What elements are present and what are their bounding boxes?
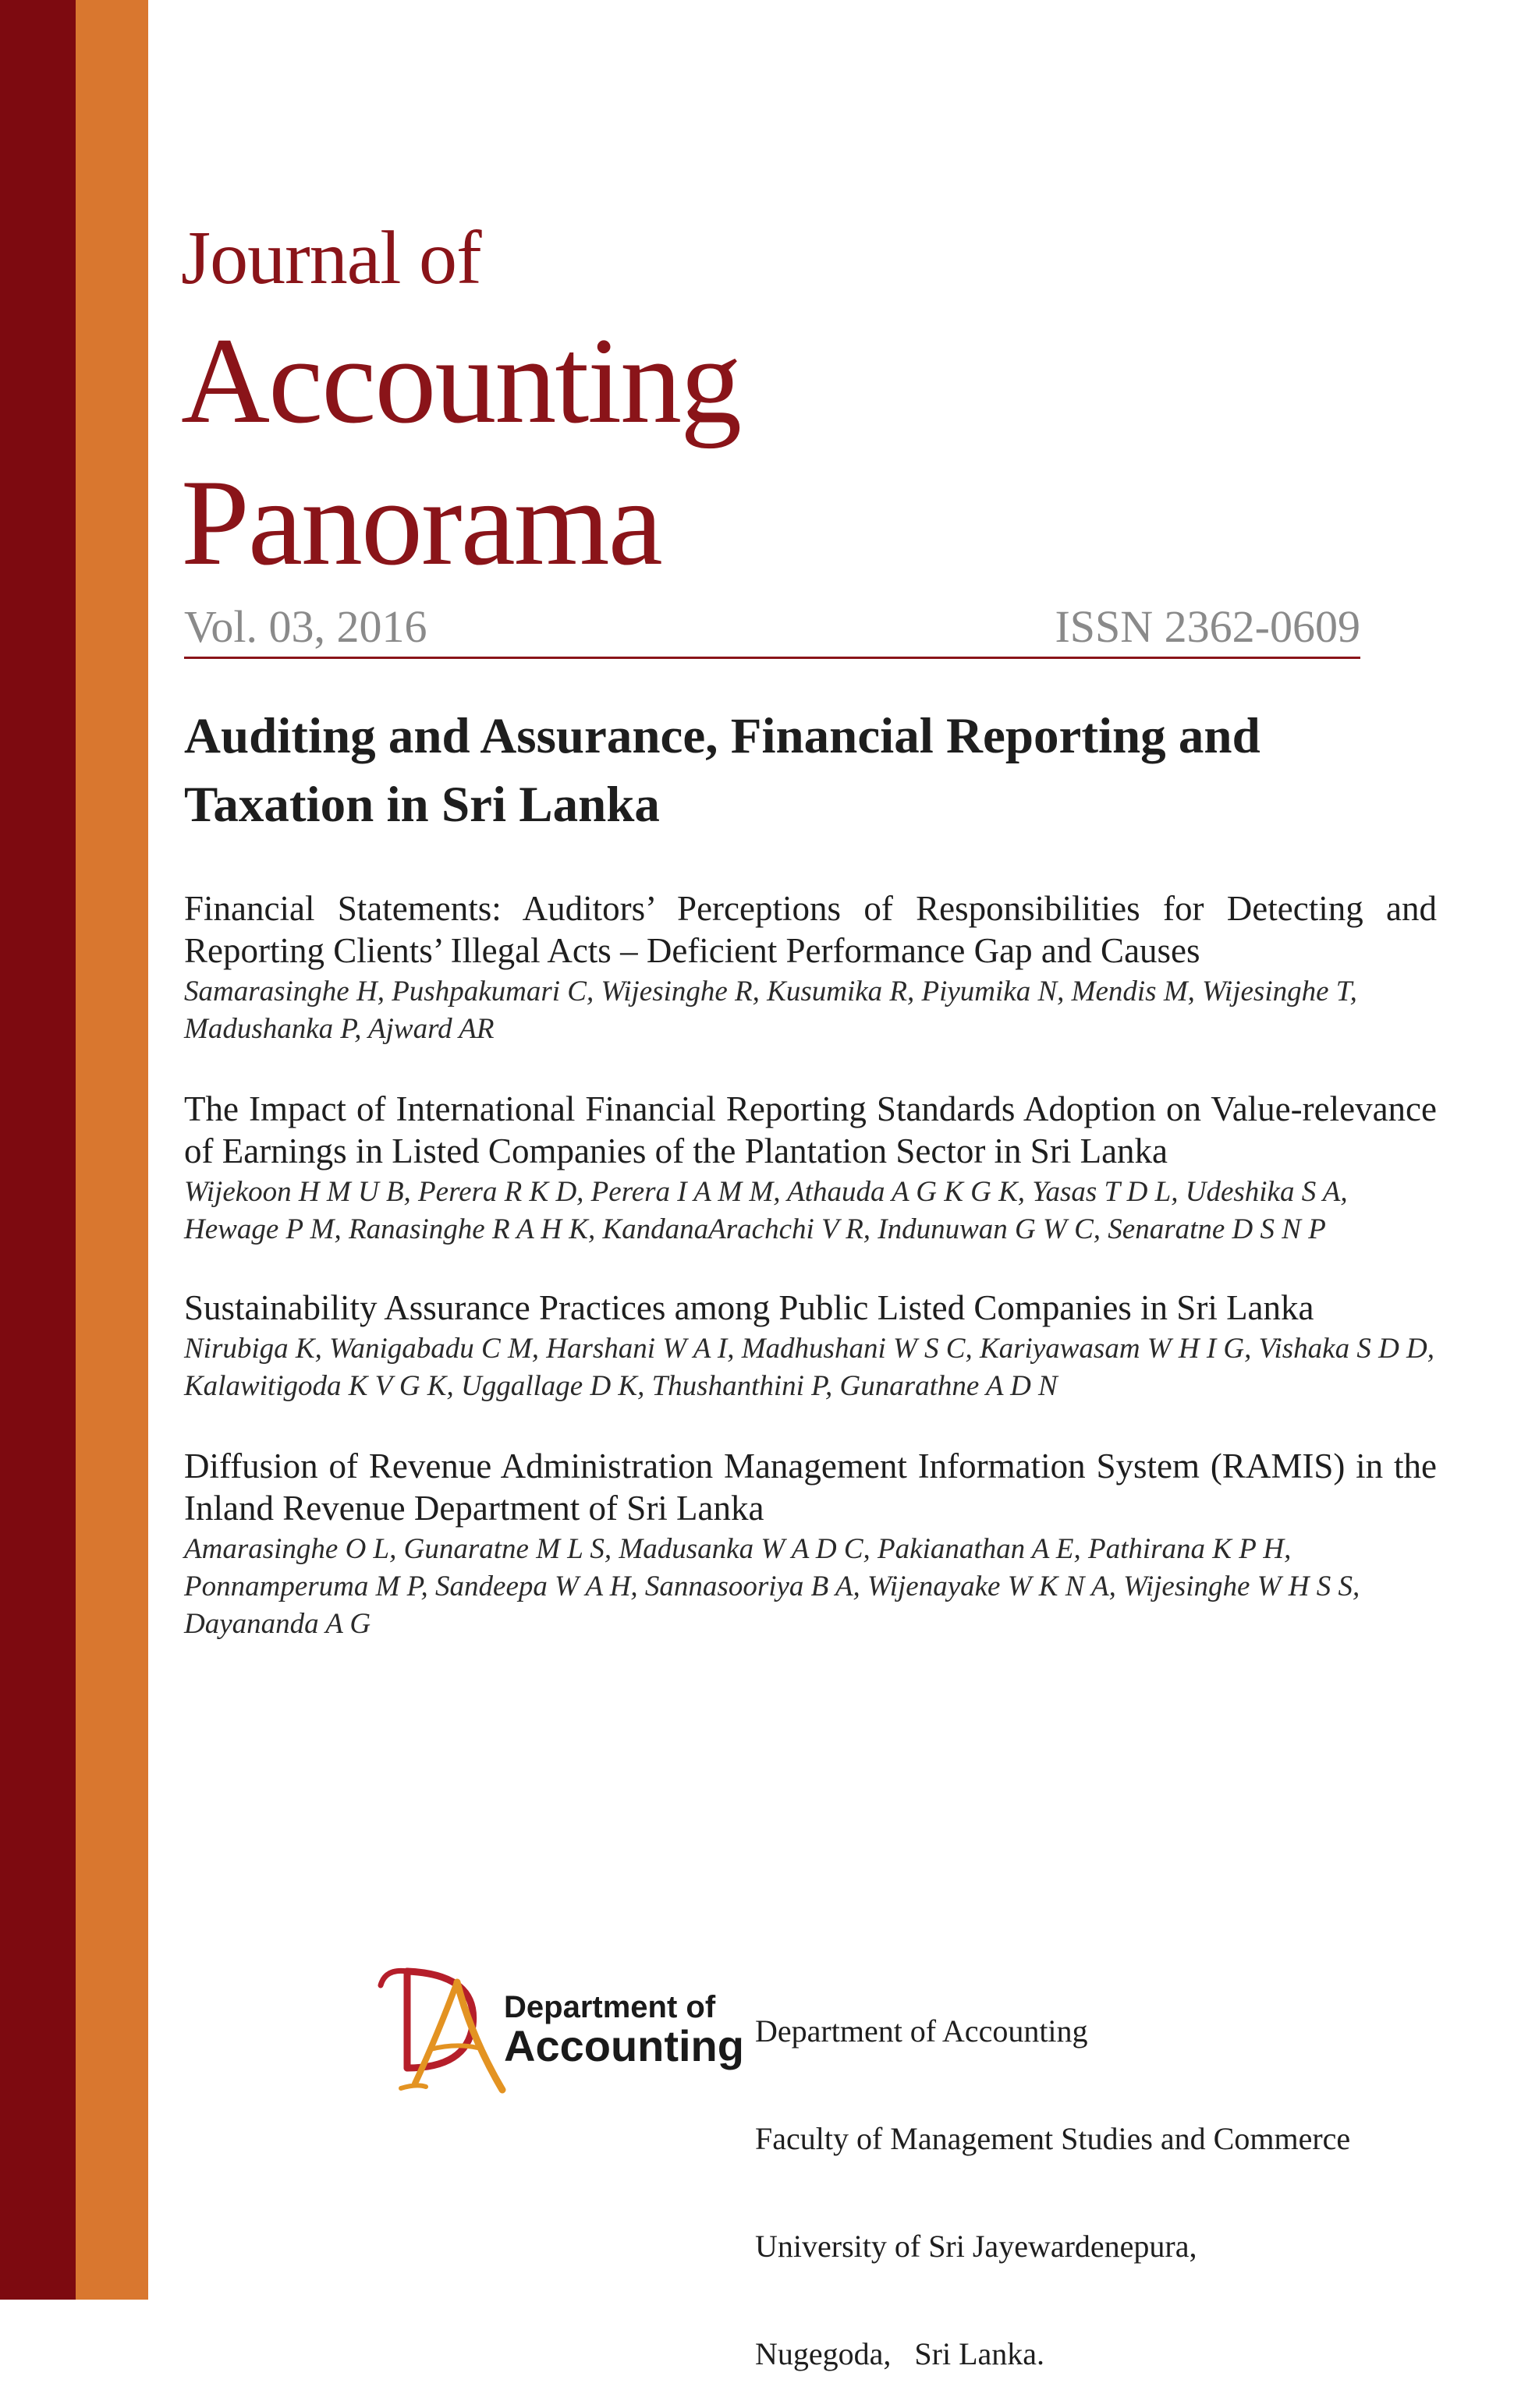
address-line: Faculty of Management Studies and Commerce [755, 2121, 1351, 2156]
logo-text-line2: Accounting [504, 2021, 744, 2070]
article-title: Financial Statements: Auditors’ Perceptions of Responsibilities for Detecting and Reporting Clients’ Illegal Acts – Deficient Performance Gap and Causes [184, 889, 1437, 970]
volume-issn-row [184, 600, 1360, 659]
article-entry [184, 1287, 1437, 1405]
department-logo-mark-icon [370, 1951, 518, 2099]
journal-title-line3: Panorama [181, 455, 661, 591]
article-authors: Amarasinghe O L, Gunaratne M L S, Madusanka W A D C, Pakianathan A E, Pathirana K P H, Ponnamperuma M P, Sandeepa W A H, Sannasooriya B A, Wijenayake W K N A, Wijesinghe W H S S, Dayananda A G [184, 1533, 1360, 1640]
article-authors: Samarasinghe H, Pushpakumari C, Wijesinghe R, Kusumika R, Piyumika N, Mendis M, Wijesinghe T, Madushanka P, Ajward AR [184, 976, 1357, 1045]
issue-title: Auditing and Assurance, Financial Reporting and Taxation in Sri Lanka [184, 708, 1260, 833]
journal-title-line2: Accounting [181, 313, 741, 449]
address-line: University of Sri Jayewardenepura, [755, 2229, 1197, 2264]
article-authors: Wijekoon H M U B, Perera R K D, Perera I A M M, Athauda A G K G K, Yasas T D L, Udeshika S A, Hewage P M, Ranasinghe R A H K, KandanaArachchi V R, Indunuwan G W C, Senaratne D S N P [184, 1176, 1348, 1245]
article-title: Sustainability Assurance Practices among Public Listed Companies in Sri Lanka [184, 1288, 1314, 1327]
department-logo [370, 1951, 744, 2099]
article-entry [184, 1445, 1437, 1643]
department-logo-text [504, 1990, 744, 2068]
left-stripe-orange [76, 0, 148, 2300]
address-line: Department of Accounting [755, 2013, 1088, 2049]
volume-label: Vol. 03, 2016 [184, 601, 427, 652]
left-stripe-red [0, 0, 76, 2300]
journal-title-line1: Journal of [181, 216, 481, 300]
article-entry [184, 887, 1437, 1048]
article-title: Diffusion of Revenue Administration Management Information System (RAMIS) in the Inland Revenue Department of Sri Lanka [184, 1447, 1437, 1528]
issn-label: ISSN 2362-0609 [1055, 601, 1360, 652]
article-entry [184, 1088, 1437, 1248]
address-line: Nugegoda, Sri Lanka. [755, 2336, 1045, 2371]
article-authors: Nirubiga K, Wanigabadu C M, Harshani W A I, Madhushani W S C, Kariyawasam W H I G, Vishaka S D D, Kalawitigoda K V G K, Uggallage D K, Thushanthini P, Gunarathne A D N [184, 1333, 1435, 1402]
publisher-address [755, 1942, 1350, 2408]
logo-text-line1: Department of [504, 1990, 716, 2024]
article-title: The Impact of International Financial Reporting Standards Adoption on Value-relevance of Earnings in Listed Companies of the Plantation Sector in Sri Lanka [184, 1089, 1437, 1170]
